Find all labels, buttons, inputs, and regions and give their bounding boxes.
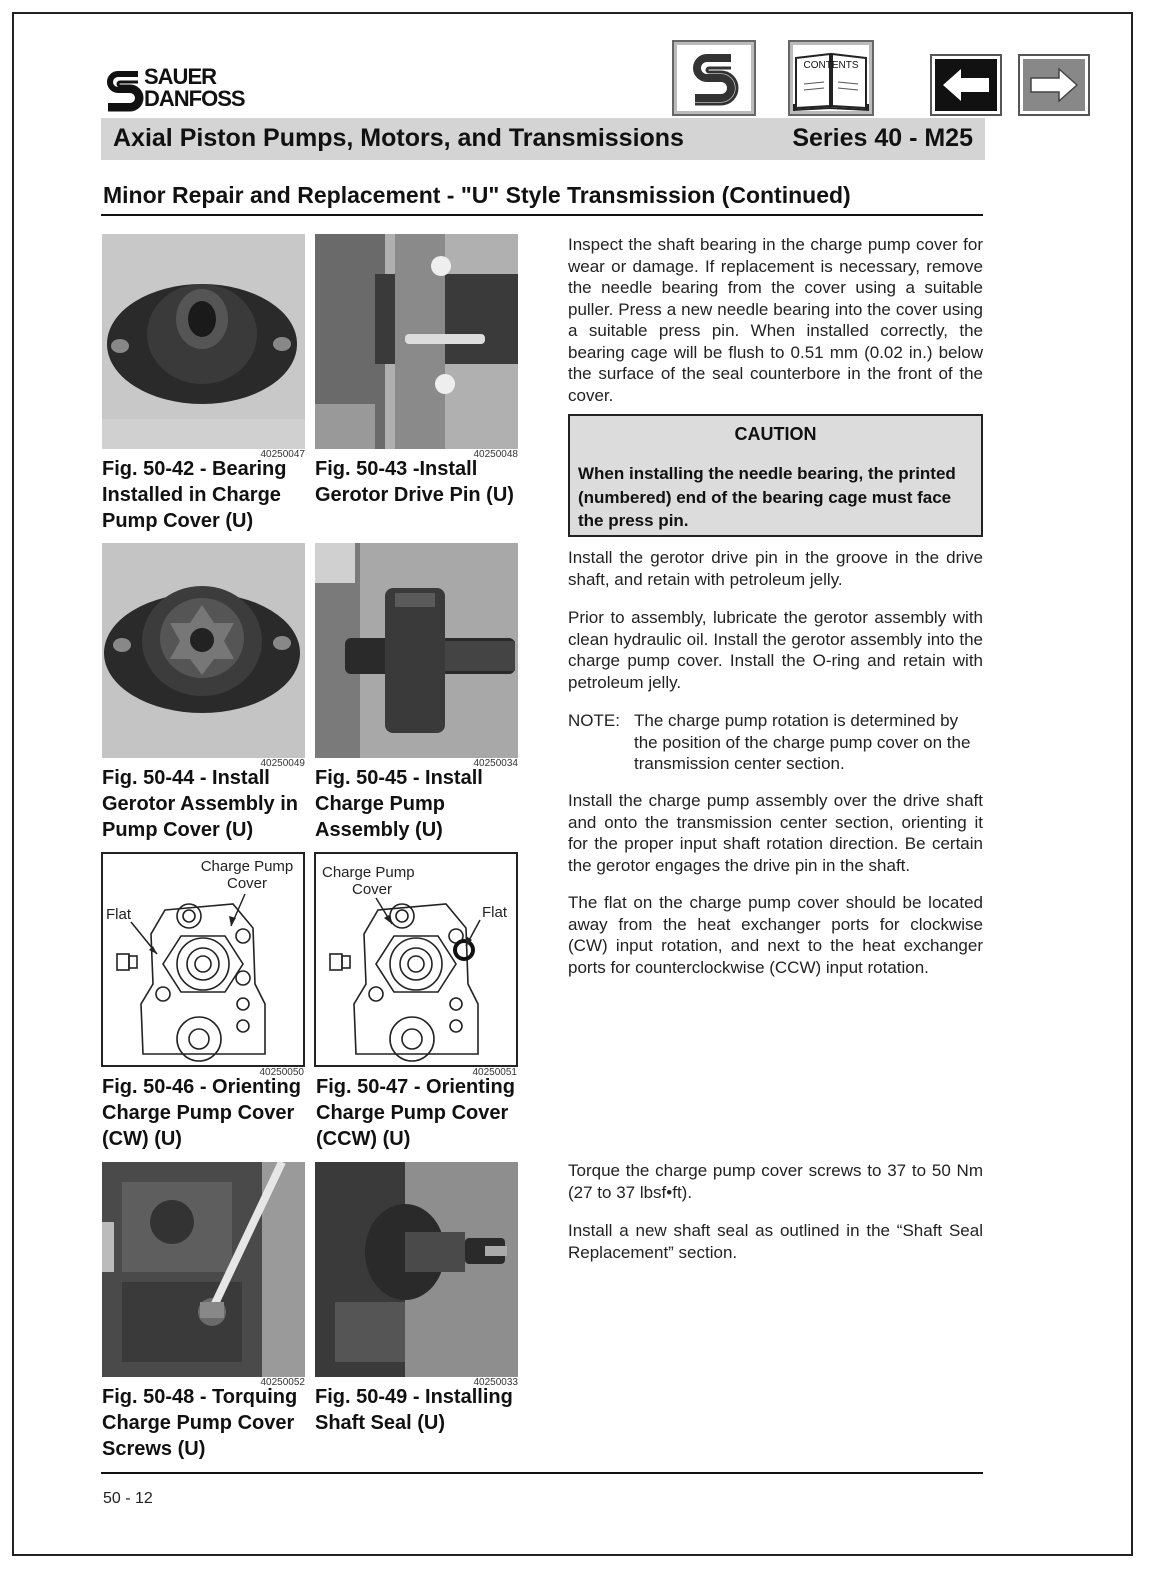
- section-title: Minor Repair and Replacement - "U" Style Transmission (Continued): [103, 182, 851, 208]
- photo-fig-50-49: [315, 1162, 518, 1377]
- section-rule: [101, 214, 983, 216]
- paragraph-flat-orientation: The flat on the charge pump cover should be located away from the heat exchanger ports for clockwise (CW) input rotation, and next to the heat exchanger ports for counterclockwise (CCW) input rotation.: [568, 893, 983, 977]
- photo-fig-50-48: [102, 1162, 305, 1377]
- previous-page-button[interactable]: [930, 54, 1002, 116]
- figure-id: 40250048: [473, 449, 518, 460]
- flat-label: Flat: [482, 904, 508, 921]
- figure-id: 40250033: [473, 1377, 518, 1388]
- sauer-danfoss-logo: [104, 66, 264, 116]
- logo-mark-icon: [104, 68, 144, 112]
- title-band: [101, 118, 985, 160]
- paragraph-torque: Torque the charge pump cover screws to 37 to 50 Nm (27 to 37 lbsf•ft).: [568, 1161, 983, 1202]
- page-number: 50 - 12: [103, 1490, 153, 1507]
- caption-fig-50-44: Fig. 50-44 - Install Gerotor Assembly in Pump Cover (U): [102, 767, 298, 841]
- caution-body: When installing the needle bearing, the printed (numbered) end of the bearing cage must face the press pin.: [578, 464, 956, 530]
- photo-fig-50-44: [102, 543, 305, 758]
- figure-id: 40250051: [472, 1067, 517, 1078]
- charge-pump-cover-label: Charge Pump Cover: [200, 858, 294, 892]
- flat-label: Flat: [106, 906, 132, 923]
- paragraph-install-assembly: Install the charge pump assembly over the drive shaft and onto the transmission center section, orienting it for the proper input shaft rotation direction. Be certain the gerotor engages the drive pin in the shaft.: [568, 791, 983, 875]
- note-text: The charge pump rotation is determined by the position of the charge pump cover on the transmission center section.: [634, 711, 971, 773]
- photo-fig-50-43: [315, 234, 518, 449]
- contents-label: CONTENTS: [803, 60, 859, 71]
- paragraph-shaft-seal: Install a new shaft seal as outlined in the “Shaft Seal Replacement” section.: [568, 1221, 983, 1262]
- caption-fig-50-45: Fig. 50-45 - Install Charge Pump Assembly (U): [315, 767, 483, 841]
- caption-fig-50-47: Fig. 50-47 - Orienting Charge Pump Cover (CCW) (U): [316, 1076, 515, 1150]
- caution-title: CAUTION: [734, 424, 817, 444]
- contents-button[interactable]: [788, 40, 874, 116]
- figure-id: 40250050: [259, 1067, 304, 1078]
- home-logo-button[interactable]: [672, 40, 756, 116]
- paragraph-gerotor-assembly: Prior to assembly, lubricate the gerotor assembly with clean hydraulic oil. Install the gerotor assembly into the charge pump cover. Install the O-ring and retain with petroleum jelly.: [568, 608, 983, 692]
- caption-fig-50-43: Fig. 50-43 -Install Gerotor Drive Pin (U): [315, 458, 514, 506]
- figure-id: 40250047: [260, 449, 305, 460]
- photo-fig-50-42: [102, 234, 305, 449]
- brand-line-1: SAUER: [144, 64, 217, 89]
- note-label: NOTE:: [568, 711, 620, 730]
- paragraph-bearing-inspection: Inspect the shaft bearing in the charge pump cover for wear or damage. If replacement is necessary, remove the needle bearing from the cover using a suitable puller. Press a new needle bearing into the cover using a suitable press pin. When installed correctly, the bearing cage will be flush to 0.51 mm (0.02 in.) below the surface of the seal counterbore in the front of the cover.: [568, 235, 983, 405]
- arrow-left-icon: [935, 59, 997, 111]
- figure-id: 40250034: [473, 758, 518, 769]
- figure-id: 40250049: [260, 758, 305, 769]
- caption-fig-50-46: Fig. 50-46 - Orienting Charge Pump Cover (CW) (U): [102, 1076, 301, 1150]
- arrow-right-icon: [1023, 59, 1085, 111]
- sauer-logo-icon: [687, 48, 741, 108]
- brand-line-2: DANFOSS: [144, 86, 245, 111]
- photo-fig-50-45: [315, 543, 518, 758]
- book-icon: [792, 44, 870, 112]
- caution-box: [568, 414, 983, 537]
- figure-id: 40250052: [260, 1377, 305, 1388]
- paragraph-drive-pin: Install the gerotor drive pin in the groove in the drive shaft, and retain with petroleum jelly.: [568, 548, 983, 589]
- drawing-fig-50-46: [101, 852, 305, 1067]
- series-label: Series 40 - M25: [792, 124, 973, 152]
- footer-rule: [101, 1472, 983, 1474]
- next-page-button[interactable]: [1018, 54, 1090, 116]
- caption-fig-50-49: Fig. 50-49 - Installing Shaft Seal (U): [315, 1386, 513, 1434]
- document-title: Axial Piston Pumps, Motors, and Transmissions: [113, 124, 684, 152]
- caption-fig-50-48: Fig. 50-48 - Torquing Charge Pump Cover Screws (U): [102, 1386, 298, 1460]
- caption-fig-50-42: Fig. 50-42 - Bearing Installed in Charge Pump Cover (U): [102, 458, 287, 532]
- charge-pump-cover-label: Charge Pump Cover: [322, 864, 415, 898]
- note-block: [568, 710, 983, 776]
- drawing-fig-50-47: [314, 852, 518, 1067]
